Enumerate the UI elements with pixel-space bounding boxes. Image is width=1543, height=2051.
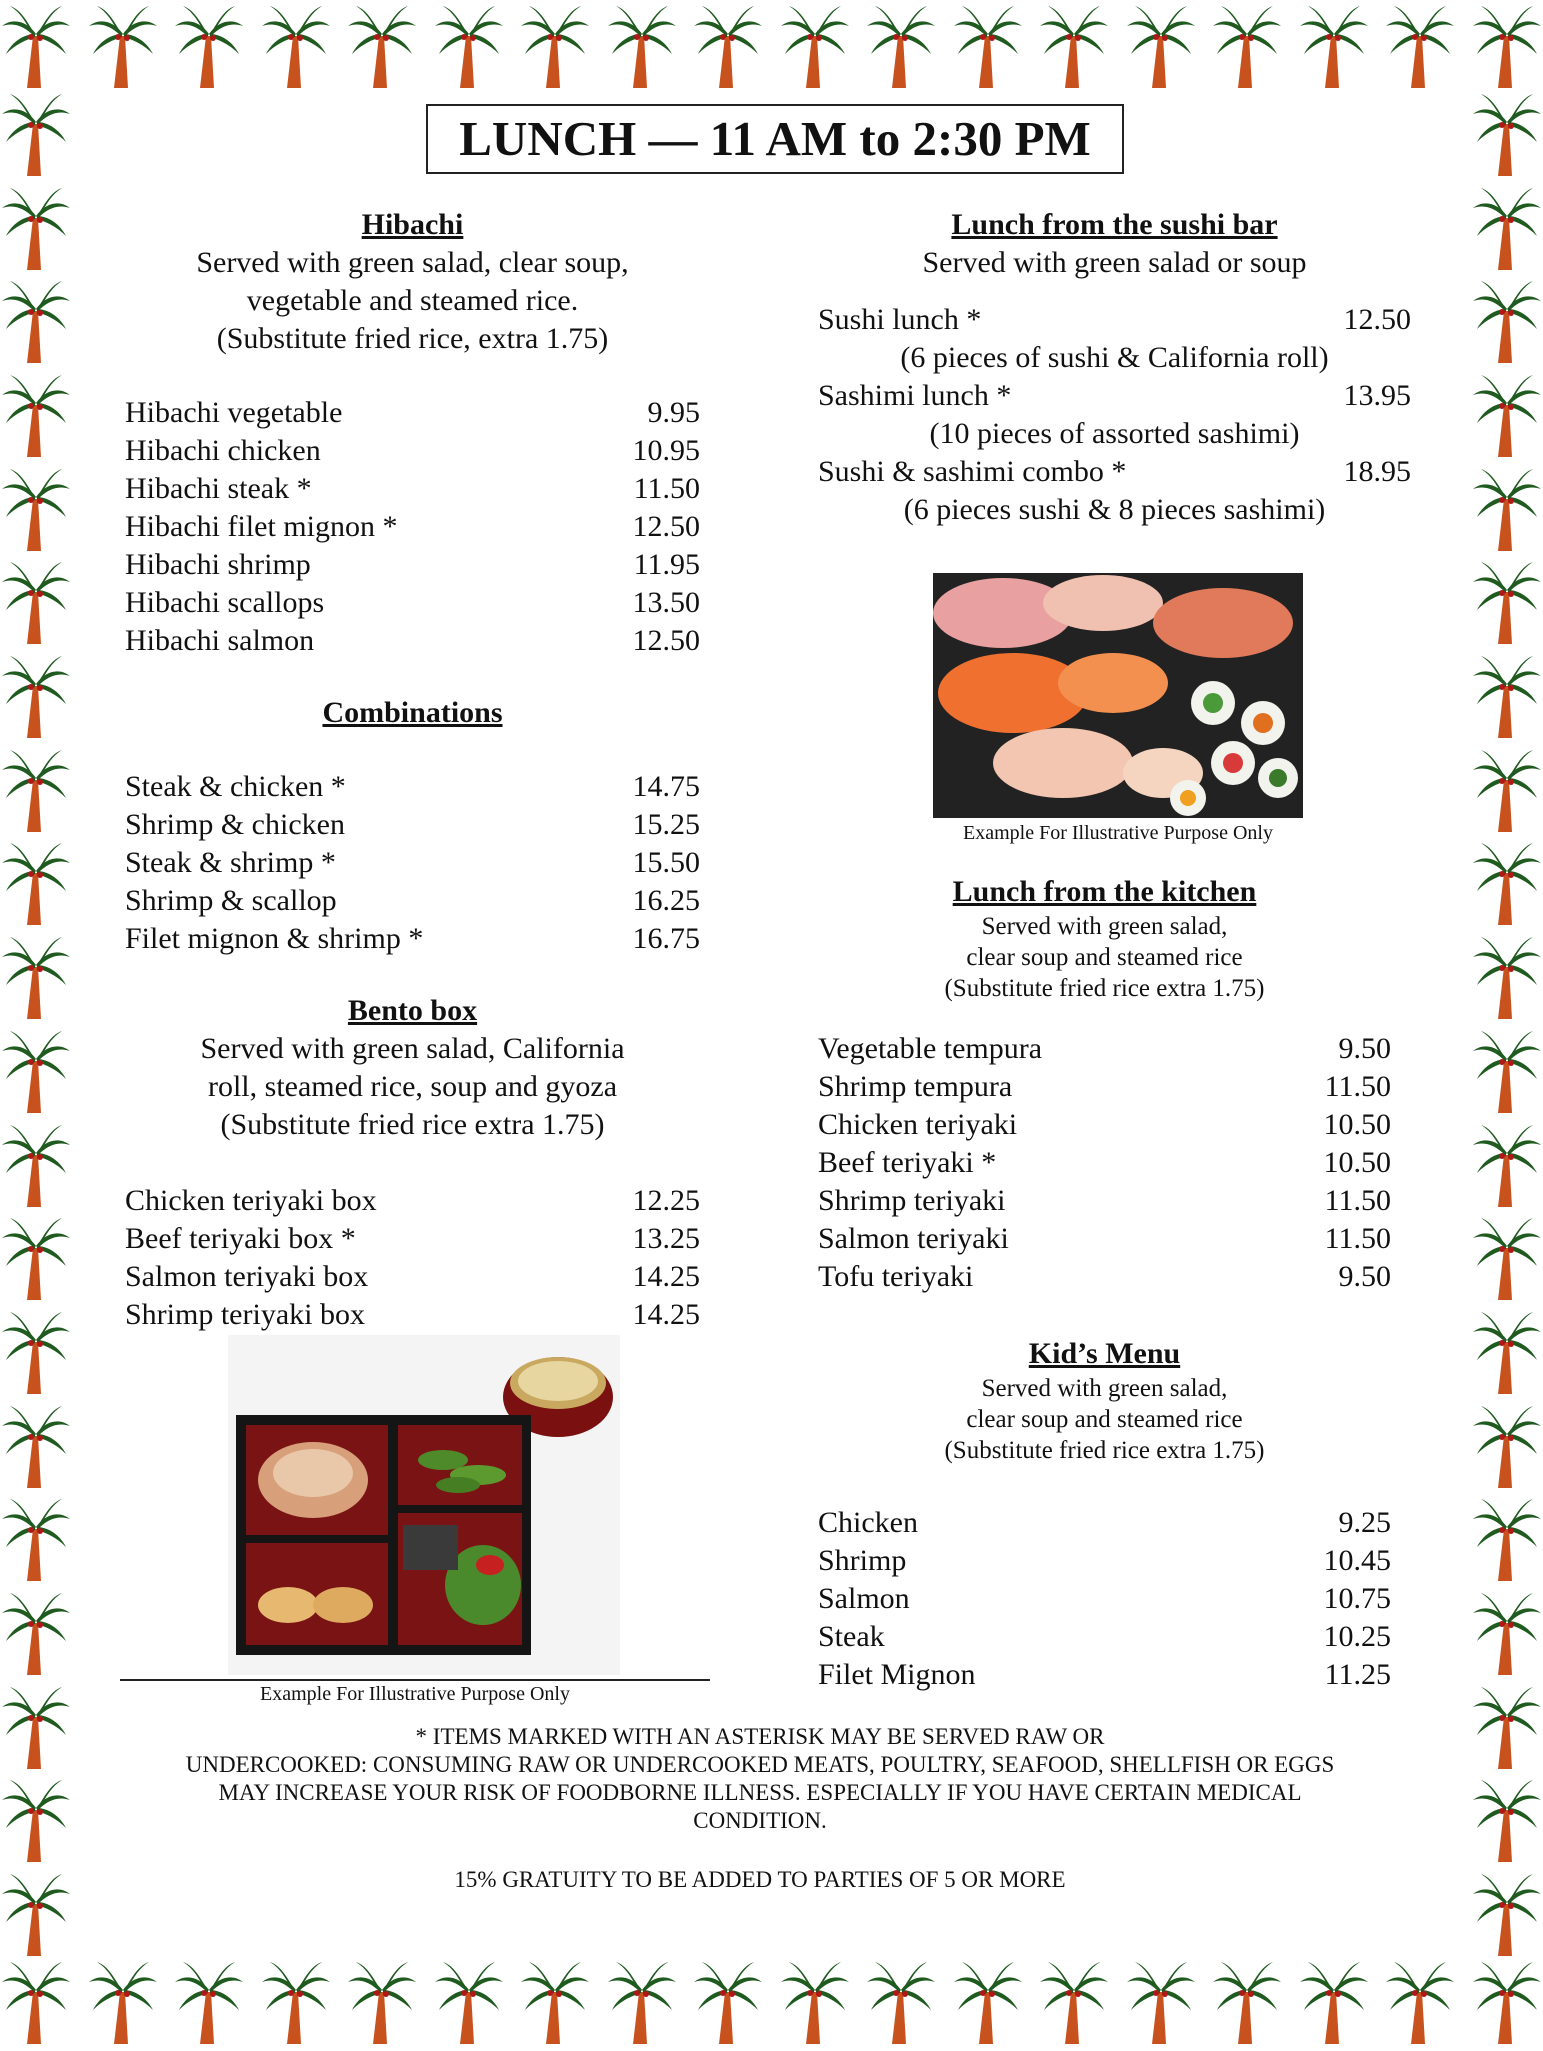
kitchen-items — [818, 1030, 1391, 1296]
menu-item — [125, 768, 700, 806]
item-price: 10.75 — [1323, 1582, 1391, 1615]
sushi-bar-description: Served with green salad or soup — [922, 246, 1307, 279]
item-name: Shrimp teriyaki — [818, 1184, 1006, 1217]
item-price: 10.50 — [1323, 1146, 1391, 1179]
palm-tree-icon — [433, 1958, 505, 2046]
sushi-platter-photo — [933, 573, 1303, 818]
combinations-items — [125, 768, 700, 958]
palm-tree-icon — [1471, 1402, 1543, 1490]
menu-item — [125, 1220, 700, 1258]
palm-tree-icon — [433, 2, 505, 90]
palm-tree-icon — [952, 2, 1024, 90]
palm-tree-icon — [1471, 1214, 1543, 1302]
menu-item — [125, 622, 700, 660]
palm-tree-icon — [1298, 1958, 1370, 2046]
palm-tree-icon — [0, 1776, 72, 1864]
item-name: Steak — [818, 1620, 885, 1653]
palm-tree-icon — [0, 933, 72, 1021]
palm-tree-icon — [865, 1958, 937, 2046]
palm-tree-icon — [952, 1958, 1024, 2046]
item-price: 12.50 — [632, 624, 700, 657]
sushi-photo-caption: Example For Illustrative Purpose Only — [963, 822, 1273, 844]
palm-tree-icon — [519, 2, 591, 90]
menu-item — [818, 301, 1411, 339]
palm-tree-icon — [1125, 2, 1197, 90]
palm-tree-icon — [0, 558, 72, 646]
hibachi-items — [125, 394, 700, 660]
item-price: 15.50 — [632, 846, 700, 879]
item-name: Sashimi lunch * — [818, 379, 1012, 412]
gratuity-notice: 15% GRATUITY TO BE ADDED TO PARTIES OF 5 OR MORE — [454, 1867, 1066, 1892]
menu-item — [818, 1618, 1391, 1656]
item-name: Chicken teriyaki box — [125, 1184, 377, 1217]
menu-item — [818, 377, 1411, 415]
palm-tree-icon — [0, 746, 72, 834]
item-name: Salmon — [818, 1582, 910, 1615]
item-name: Sushi lunch * — [818, 303, 982, 336]
palm-tree-icon — [779, 1958, 851, 2046]
palm-tree-icon — [1471, 1870, 1543, 1958]
kids-menu-section — [818, 1335, 1391, 1694]
menu-item — [818, 1504, 1391, 1542]
item-name: Salmon teriyaki box — [125, 1260, 369, 1293]
item-price: 16.25 — [632, 884, 700, 917]
palm-tree-icon — [0, 184, 72, 272]
item-price: 14.25 — [632, 1298, 700, 1331]
hibachi-description: Served with green salad, clear soup, vegetable and steamed rice. (Substitute fried rice, extra 1.75) — [196, 246, 629, 355]
kitchen-section — [818, 873, 1391, 1296]
palm-tree-icon — [0, 1308, 72, 1396]
palm-tree-icon — [0, 652, 72, 740]
palm-tree-icon — [1471, 933, 1543, 1021]
palm-tree-icon — [1471, 1308, 1543, 1396]
sushi-bar-heading: Lunch from the sushi bar — [951, 208, 1278, 241]
palm-tree-icon — [1298, 2, 1370, 90]
palm-tree-icon — [606, 1958, 678, 2046]
item-name: Hibachi shrimp — [125, 548, 311, 581]
palm-tree-icon — [0, 371, 72, 459]
kids-menu-items — [818, 1504, 1391, 1694]
sushi-bar-items — [818, 301, 1411, 529]
caption-divider — [120, 1679, 710, 1681]
palm-tree-icon — [0, 1495, 72, 1583]
menu-item — [125, 432, 700, 470]
palm-tree-icon — [1471, 1495, 1543, 1583]
palm-tree-icon — [1038, 1958, 1110, 2046]
palm-tree-icon — [0, 1589, 72, 1677]
item-name: Hibachi chicken — [125, 434, 321, 467]
palm-tree-icon — [1471, 2, 1543, 90]
item-name: Filet Mignon — [818, 1658, 976, 1691]
hibachi-heading: Hibachi — [361, 208, 464, 241]
item-name: Hibachi steak * — [125, 472, 312, 505]
menu-item — [818, 453, 1411, 491]
palm-tree-icon — [0, 90, 72, 178]
item-name: Vegetable tempura — [818, 1032, 1043, 1065]
menu-item — [125, 1182, 700, 1220]
menu-item — [818, 1144, 1391, 1182]
kitchen-description: Served with green salad, clear soup and steamed rice (Substitute fried rice extra 1.75) — [944, 913, 1265, 1002]
item-name: Hibachi scallops — [125, 586, 325, 619]
item-price: 13.50 — [632, 586, 700, 619]
item-price: 11.50 — [1324, 1222, 1391, 1255]
palm-tree-icon — [260, 1958, 332, 2046]
palm-tree-icon — [1038, 2, 1110, 90]
palm-tree-icon — [0, 839, 72, 927]
menu-item — [125, 844, 700, 882]
palm-tree-icon — [1471, 1958, 1543, 2046]
bento-heading: Bento box — [347, 994, 478, 1027]
item-price: 10.25 — [1323, 1620, 1391, 1653]
palm-tree-icon — [173, 2, 245, 90]
palm-tree-icon — [173, 1958, 245, 2046]
menu-item — [125, 806, 700, 844]
item-name: Steak & chicken * — [125, 770, 346, 803]
item-name: Sushi & sashimi combo * — [818, 455, 1127, 488]
palm-tree-icon — [1471, 277, 1543, 365]
palm-tree-icon — [0, 1402, 72, 1490]
combinations-heading: Combinations — [322, 696, 503, 729]
item-price: 13.25 — [632, 1222, 700, 1255]
menu-item — [818, 1542, 1391, 1580]
palm-tree-icon — [87, 1958, 159, 2046]
palm-tree-icon — [0, 277, 72, 365]
menu-item — [125, 470, 700, 508]
sushi-platter-illustration — [933, 573, 1303, 818]
palm-tree-icon — [0, 1121, 72, 1209]
item-name: Hibachi vegetable — [125, 396, 343, 429]
menu-item — [125, 546, 700, 584]
palm-tree-icon — [0, 1683, 72, 1771]
palm-tree-icon — [1471, 746, 1543, 834]
menu-item — [818, 1656, 1391, 1694]
item-name: Hibachi salmon — [125, 624, 315, 657]
palm-tree-icon — [1125, 1958, 1197, 2046]
palm-tree-icon — [0, 1870, 72, 1958]
item-price: 14.75 — [632, 770, 700, 803]
item-name: Shrimp tempura — [818, 1070, 1013, 1103]
palm-tree-icon — [1471, 90, 1543, 178]
bento-description: Served with green salad, California roll, steamed rice, soup and gyoza (Substitute fried rice extra 1.75) — [200, 1032, 625, 1141]
item-price: 16.75 — [632, 922, 700, 955]
item-name: Tofu teriyaki — [818, 1260, 974, 1293]
menu-item — [125, 882, 700, 920]
palm-tree-icon — [346, 1958, 418, 2046]
menu-item — [125, 394, 700, 432]
item-name: Salmon teriyaki — [818, 1222, 1009, 1255]
item-name: Shrimp & chicken — [125, 808, 345, 841]
item-name: Chicken — [818, 1506, 918, 1539]
item-price: 12.50 — [632, 510, 700, 543]
menu-item — [125, 1296, 700, 1334]
palm-tree-icon — [87, 2, 159, 90]
item-price: 11.25 — [1324, 1658, 1391, 1691]
palm-tree-icon — [1384, 2, 1456, 90]
menu-item — [125, 508, 700, 546]
item-name: Steak & shrimp * — [125, 846, 336, 879]
item-name: Shrimp teriyaki box — [125, 1298, 365, 1331]
menu-item — [818, 1258, 1391, 1296]
item-price: 10.45 — [1323, 1544, 1391, 1577]
palm-tree-icon — [260, 2, 332, 90]
palm-tree-icon — [0, 1958, 72, 2046]
item-price: 9.50 — [1338, 1032, 1391, 1065]
palm-tree-icon — [1471, 839, 1543, 927]
combinations-section — [125, 694, 700, 958]
item-price: 10.95 — [632, 434, 700, 467]
palm-tree-icon — [519, 1958, 591, 2046]
item-price: 11.50 — [1324, 1184, 1391, 1217]
palm-tree-icon — [1211, 1958, 1283, 2046]
item-name: Beef teriyaki box * — [125, 1222, 356, 1255]
menu-item — [125, 1258, 700, 1296]
palm-tree-icon — [1471, 184, 1543, 272]
bento-box-illustration — [228, 1335, 620, 1675]
palm-tree-icon — [1471, 558, 1543, 646]
item-name: Filet mignon & shrimp * — [125, 922, 424, 955]
item-price: 9.50 — [1338, 1260, 1391, 1293]
palm-tree-icon — [1471, 652, 1543, 740]
palm-tree-icon — [1384, 1958, 1456, 2046]
menu-item — [818, 1182, 1391, 1220]
palm-tree-icon — [1471, 1776, 1543, 1864]
item-price: 12.50 — [1343, 303, 1411, 336]
menu-item — [818, 1580, 1391, 1618]
menu-item — [818, 1030, 1391, 1068]
menu-item — [818, 1220, 1391, 1258]
hibachi-section — [125, 206, 700, 660]
palm-tree-icon — [1471, 465, 1543, 553]
item-price: 11.95 — [633, 548, 700, 581]
item-price: 14.25 — [632, 1260, 700, 1293]
item-name: Hibachi filet mignon * — [125, 510, 398, 543]
bento-section — [125, 992, 700, 1334]
palm-tree-icon — [1471, 1121, 1543, 1209]
kids-menu-heading: Kid’s Menu — [1028, 1337, 1181, 1370]
item-note: (10 pieces of assorted sashimi) — [929, 417, 1300, 450]
item-name: Shrimp & scallop — [125, 884, 337, 917]
palm-tree-icon — [692, 1958, 764, 2046]
raw-food-warning: * ITEMS MARKED WITH AN ASTERISK MAY BE SERVED RAW OR UNDERCOOKED: CONSUMING RAW OR UNDERCOOKED MEATS, POULTRY, SEAFOOD, SHELLFISH OR EGGS MAY INCREASE YOUR RISK OF FOODBORNE ILLNESS. ESPECIALLY IF YOU HAVE CERTAIN MEDICAL CONDITION. — [185, 1724, 1335, 1833]
item-price: 15.25 — [632, 808, 700, 841]
item-price: 10.50 — [1323, 1108, 1391, 1141]
item-name: Chicken teriyaki — [818, 1108, 1018, 1141]
menu-item — [818, 1068, 1391, 1106]
item-price: 11.50 — [633, 472, 700, 505]
item-price: 9.25 — [1338, 1506, 1391, 1539]
palm-tree-icon — [0, 2, 72, 90]
bento-items — [125, 1182, 700, 1334]
menu-item — [125, 920, 700, 958]
item-note: (6 pieces sushi & 8 pieces sashimi) — [903, 493, 1326, 526]
palm-tree-icon — [692, 2, 764, 90]
page-title: LUNCH — 11 AM to 2:30 PM — [426, 104, 1124, 174]
sushi-bar-section — [818, 206, 1411, 529]
kitchen-heading: Lunch from the kitchen — [952, 875, 1257, 908]
palm-tree-icon — [1471, 1589, 1543, 1677]
palm-tree-icon — [865, 2, 937, 90]
item-price: 9.95 — [647, 396, 700, 429]
item-name: Beef teriyaki * — [818, 1146, 997, 1179]
item-price: 18.95 — [1343, 455, 1411, 488]
palm-tree-icon — [606, 2, 678, 90]
palm-tree-icon — [0, 1027, 72, 1115]
palm-tree-icon — [1471, 371, 1543, 459]
item-price: 12.25 — [632, 1184, 700, 1217]
item-price: 13.95 — [1343, 379, 1411, 412]
menu-item — [818, 1106, 1391, 1144]
palm-tree-icon — [779, 2, 851, 90]
palm-tree-icon — [1471, 1027, 1543, 1115]
item-price: 11.50 — [1324, 1070, 1391, 1103]
palm-tree-icon — [1471, 1683, 1543, 1771]
palm-tree-icon — [346, 2, 418, 90]
palm-tree-icon — [0, 465, 72, 553]
bento-box-photo — [228, 1335, 620, 1675]
item-name: Shrimp — [818, 1544, 907, 1577]
bento-photo-caption: Example For Illustrative Purpose Only — [260, 1683, 570, 1705]
palm-tree-icon — [0, 1214, 72, 1302]
item-note: (6 pieces of sushi & California roll) — [900, 341, 1329, 374]
kids-menu-description: Served with green salad, clear soup and steamed rice (Substitute fried rice extra 1.75) — [944, 1375, 1265, 1464]
palm-tree-icon — [1211, 2, 1283, 90]
menu-item — [125, 584, 700, 622]
